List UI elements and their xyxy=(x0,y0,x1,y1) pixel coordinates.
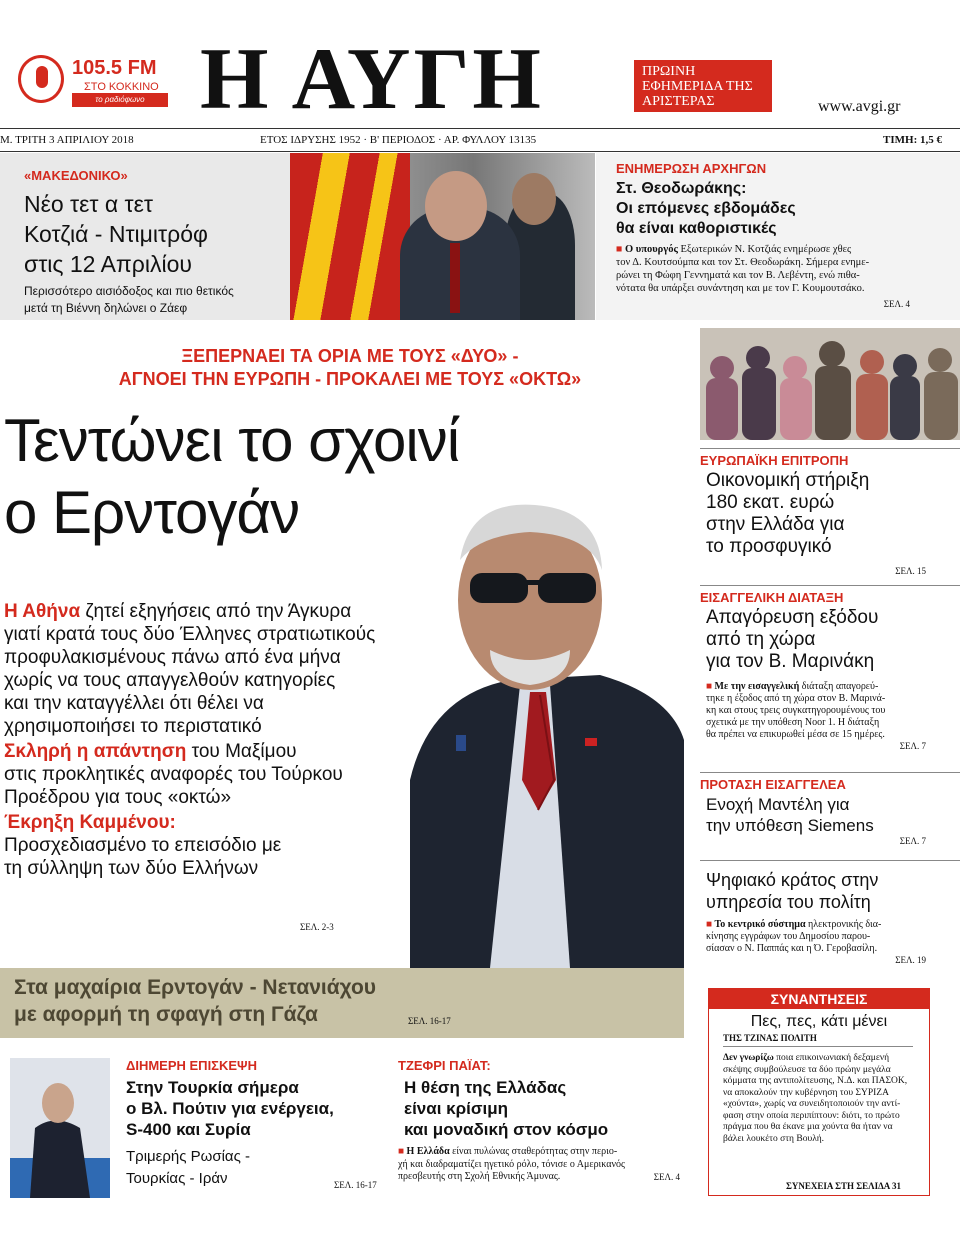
top-left-headline: Νέο τετ α τετ xyxy=(24,191,153,217)
bottom-body: χή και διαδραματίζει ηγετικό ρόλο, τόνισε ο Αμερικανός xyxy=(398,1158,625,1170)
top-right-headline: Οι επόμενες εβδομάδες xyxy=(616,200,796,217)
bottom-kicker: ΔΙΗΜΕΡΗ ΕΠΙΣΚΕΨΗ xyxy=(126,1058,257,1073)
macedonian-story[interactable] xyxy=(0,153,595,320)
right-headline: την υπόθεση Siemens xyxy=(706,816,874,835)
lead-text: χρησιμοποιήσει το περιστατικό xyxy=(4,716,262,737)
right-headline: Ενοχή Μαντέλη για xyxy=(706,795,850,814)
pyatt-story[interactable]: ΤΖΕΦΡΙ ΠΑΪΑΤ: Η θέση της Ελλάδας είναι κρίσιμη και μοναδική στον κόσμο ■ Η Ελλάδα είναι πυλώνας σταθερότητας στην περιο- χή και διαδραματίζει ηγετικό ρόλο, τόνισε ο Αμερικανός πρεσβευτής στη Σχολή Εθνικής Άμυνας. ΣΕΛ. 4 xyxy=(398,1058,688,1184)
right-kicker: ΠΡΟΤΑΣΗ ΕΙΣΑΓΓΕΛΕΑ xyxy=(700,772,960,792)
siemens-story[interactable] xyxy=(700,772,960,846)
leaders-briefing-story[interactable]: ΕΝΗΜΕΡΩΣΗ ΑΡΧΗΓΩΝ Στ. Θεοδωράκης: Οι επόμενες εβδομάδες θα είναι καθοριστικές ■ Ο υπουργός Εξωτερικών Ν. Κοτζιάς ενημέρωσε χθες τον Δ. Κουτσούμπα και τον Στ. Θεοδωράκη. Σήμερα ενημε- ρώνει τη Φώφη Γεννηματά και τον Β. Λεβέντη, ενώ πιθα- νότατα θα υπάρξει συνάντηση και με τον Γ. Κουμουτσάκο. ΣΕΛ. 4 xyxy=(596,153,960,320)
page-reference: ΣΕΛ. 19 xyxy=(895,955,926,965)
opinion-headline: Πες, πες, κάτι μένει xyxy=(750,1013,888,1030)
putin-photo xyxy=(10,1058,110,1198)
newspaper-title: Η ΑΥΓΗ xyxy=(200,31,544,128)
bottom-subhead: Τριμερής Ρωσίας - xyxy=(126,1148,250,1165)
radio-ad[interactable] xyxy=(14,55,184,118)
lead-text: χωρίς να τους απαγγελθούν κατηγορίες xyxy=(4,670,336,691)
right-kicker: ΕΥΡΩΠΑΪΚΗ ΕΠΙΤΡΟΠΗ xyxy=(700,448,960,468)
lead-text: ζητεί εξηγήσεις από την Άγκυρα xyxy=(85,601,352,622)
issue-date: Μ. ΤΡΙΤΗ 3 ΑΠΡΙΛΙΟΥ 2018 xyxy=(0,134,134,146)
bottom-headline: ο Βλ. Πούτιν για ενέργεια, xyxy=(126,1099,334,1118)
right-headline: υπηρεσία του πολίτη xyxy=(706,892,871,912)
right-lead: Το κεντρικό σύστημα xyxy=(714,919,806,930)
opinion-body: κόμματα της αντιπολίτευσης, Ν.Δ. και ΠΑΣΟΚ, xyxy=(723,1076,908,1086)
right-body: κη και στους τρεις συγκατηγορουμένους του xyxy=(706,705,886,716)
issue-info: ΕΤΟΣ ΙΔΡΥΣΗΣ 1952 · Β' ΠΕΡΙΟΔΟΣ · ΑΡ. ΦΥΛΛΟΥ 13135 xyxy=(260,134,537,146)
website-link[interactable]: www.avgi.gr xyxy=(818,98,901,115)
radio-station: ΣΤΟ ΚΟΚΚΙΝΟ xyxy=(84,81,159,93)
right-headline: 180 εκατ. ευρώ xyxy=(706,492,835,513)
lead-text: Προέδρου για τους «οκτώ» xyxy=(4,787,232,808)
top-left-kicker: «ΜΑΚΕΔΟΝΙΚΟ» xyxy=(24,168,128,183)
bottom-headline: Η θέση της Ελλάδας xyxy=(404,1078,567,1097)
opinion-body: πράγμα που θα έκανε μια χούντα θα ήταν να xyxy=(723,1122,893,1132)
lead-text: Προσχεδιασμένο το επεισόδιο με xyxy=(4,835,282,856)
opinion-kicker: ΣΥΝΑΝΤΗΣΕΙΣ xyxy=(709,989,929,1009)
digital-state-story[interactable]: Ψηφιακό κράτος στην υπηρεσία του πολίτη ■ Το κεντρικό σύστημα ηλεκτρονικής δια- κίνησης εγγράφων του Δημοσίου παρου- σίασαν ο Ν. Παππάς και η Ό. Γεροβασίλη. ΣΕΛ. 19 xyxy=(700,860,960,965)
gaza-banner[interactable] xyxy=(0,968,684,1038)
main-kicker-line: ΑΓΝΟΕΙ ΤΗΝ ΕΥΡΩΠΗ - ΠΡΟΚΑΛΕΙ ΜΕ ΤΟΥΣ «ΟΚΤΩ» xyxy=(118,369,582,389)
top-right-lead: Ο υπουργός xyxy=(624,244,678,255)
right-kicker: ΕΙΣΑΓΓΕΛΙΚΗ ΔΙΑΤΑΞΗ xyxy=(700,585,960,605)
bottom-headline: Στην Τουρκία σήμερα xyxy=(126,1078,299,1097)
bottom-headline: S-400 και Συρία xyxy=(126,1120,251,1139)
opinion-body: φαση στην οποία περιπίπτουν: διότι, το πρώτο xyxy=(723,1110,900,1121)
radio-frequency: 105.5 FM xyxy=(72,57,157,79)
bottom-kicker: ΤΖΕΦΡΙ ΠΑΪΑΤ: xyxy=(398,1058,491,1073)
top-right-kicker: ΕΝΗΜΕΡΩΣΗ ΑΡΧΗΓΩΝ xyxy=(616,161,767,176)
lead-text: και την καταγγέλλει ότι θέλει να xyxy=(4,693,264,714)
lead-text: προφυλακισμένους πάνω από ένα μήνα xyxy=(4,647,341,668)
issue-price: ΤΙΜΗ: 1,5 € xyxy=(883,134,942,146)
main-headline-line: Τεντώνει το σχοινί xyxy=(4,407,460,474)
right-lead: Με την εισαγγελική xyxy=(714,681,800,692)
continued-on-page: ΣΥΝΕΧΕΙΑ ΣΤΗ ΣΕΛΙΔΑ 31 xyxy=(785,1181,901,1191)
top-right-headline: θα είναι καθοριστικές xyxy=(616,220,777,237)
banner-headline: Στα μαχαίρια Ερντογάν - Νετανιάχου xyxy=(14,976,377,999)
bottom-lead: Η Ελλάδα xyxy=(406,1146,450,1157)
putin-story[interactable] xyxy=(126,1058,386,1190)
right-body: διάταξη απαγορεύ- xyxy=(801,681,879,692)
right-body: σίασαν ο Ν. Παππάς και η Ό. Γεροβασίλη. xyxy=(706,943,878,954)
page-reference: ΣΕΛ. 7 xyxy=(899,741,926,751)
lead-text: γιατί κρατά τους δύο Έλληνες στρατιωτικούς xyxy=(4,624,376,645)
banner-headline: με αφορμή τη σφαγή στη Γάζα xyxy=(14,1003,318,1026)
lead-highlight: Η Αθήνα xyxy=(4,601,81,622)
page-reference: ΣΕΛ. 16-17 xyxy=(334,1180,377,1190)
bottom-headline: είναι κρίσιμη xyxy=(404,1099,509,1118)
right-body: τηκε η έξοδος από τη χώρα στον Β. Μαρινά- xyxy=(706,693,886,704)
top-right-body: νότατα θα υπάρξει συνάντηση και με τον Γ. Κουμουτσάκο. xyxy=(616,283,865,294)
bottom-body: πρεσβευτής στη Σχολή Εθνικής Άμυνας. xyxy=(398,1171,561,1182)
right-headline: στην Ελλάδα για xyxy=(706,514,845,535)
opinion-body: να αποκαλούν την κυβέρνηση του ΣΥΡΙΖΑ xyxy=(723,1087,889,1098)
page-reference: ΣΕΛ. 7 xyxy=(899,836,926,846)
top-right-headline: Στ. Θεοδωράκης: xyxy=(616,180,747,197)
right-body: ηλεκτρονικής δια- xyxy=(808,919,882,930)
opinion-author: ΤΗΣ ΤΖΙΝΑΣ ΠΟΛΙΤΗ xyxy=(723,1033,913,1047)
right-headline: Οικονομική στήριξη xyxy=(706,470,870,491)
lead-text: τη σύλληψη των δύο Ελλήνων xyxy=(4,858,259,879)
main-kicker xyxy=(40,345,660,391)
page-reference: ΣΕΛ. 4 xyxy=(653,1172,680,1182)
eu-support-story[interactable] xyxy=(700,448,960,576)
right-headline: για τον Β. Μαρινάκη xyxy=(706,651,875,672)
opinion-body: βάλει λουκέτο στη Βουλή. xyxy=(723,1133,825,1144)
lead-text: του Μαξίμου xyxy=(191,741,297,762)
top-left-subhead: Περισσότερο αισιόδοξος και πιο θετικός xyxy=(24,284,234,298)
radio-slogan: το ραδιόφωνο που...ακούει! xyxy=(72,93,168,107)
refugees-photo xyxy=(700,328,960,440)
opinion-body: σκέψης συμβούλευσε τα δύο πρώην μεγάλα xyxy=(723,1064,891,1075)
top-right-body: Εξωτερικών Ν. Κοτζιάς ενημέρωσε χθες xyxy=(680,244,852,255)
right-headline: το προσφυγικό xyxy=(706,536,832,557)
top-left-headline: στις 12 Απριλίου xyxy=(24,251,192,277)
bottom-headline: και μοναδική στον κόσμο xyxy=(404,1120,609,1139)
right-body: θα πρέπει να επικυρωθεί μέσα σε 15 ημέρες. xyxy=(706,729,885,740)
dateline-bar xyxy=(0,128,960,152)
top-left-subhead: μετά τη Βιέννη δηλώνει ο Ζάεφ xyxy=(24,301,188,315)
page-reference: ΣΕΛ. 15 xyxy=(895,566,926,576)
right-headline: από τη χώρα xyxy=(706,629,816,650)
right-headline: Ψηφιακό κράτος στην xyxy=(706,870,879,890)
kotzias-photo xyxy=(290,153,595,320)
lead-text: στις προκλητικές αναφορές του Τούρκου xyxy=(4,764,343,785)
bottom-subhead: Τουρκίας - Ιράν xyxy=(126,1170,228,1187)
opinion-column[interactable] xyxy=(708,988,930,1196)
top-right-body: τον Δ. Κουτσούμπα και τον Στ. Θεοδωράκη. Σήμερα ενημε- xyxy=(616,257,870,268)
right-headline: Απαγόρευση εξόδου xyxy=(706,607,879,628)
page-reference: ΣΕΛ. 4 xyxy=(883,299,910,309)
page-reference: ΣΕΛ. 16-17 xyxy=(408,1016,451,1026)
lead-highlight: Σκληρή η απάντηση xyxy=(4,741,187,762)
opinion-body: «χούντα», χωρίς να συνειδητοποιούν την αντί- xyxy=(723,1099,901,1109)
erdogan-photo xyxy=(370,480,684,968)
right-body: σχετικά με την υπόθεση Noor 1. Η διάταξη xyxy=(706,717,880,728)
main-kicker-line: ΞΕΠΕΡΝΑΕΙ ΤΑ ΟΡΙΑ ΜΕ ΤΟΥΣ «ΔΥΟ» - xyxy=(181,346,519,366)
lead-highlight: Έκρηξη Καμμένου: xyxy=(4,812,176,833)
bottom-body: είναι πυλώνας σταθερότητας στην περιο- xyxy=(452,1146,618,1157)
page-reference: ΣΕΛ. 2-3 xyxy=(300,922,334,932)
main-headline-line: ο Ερντογάν xyxy=(4,479,300,546)
marinakis-story[interactable]: ΕΙΣΑΓΓΕΛΙΚΗ ΔΙΑΤΑΞΗ Απαγόρευση εξόδου από τη χώρα για τον Β. Μαρινάκη ■ Με την εισαγγελική διάταξη απαγορεύ- τηκε η έξοδος από τη χώρα στον Β. Μαρινά- κη και στους τρεις συγκατηγορουμένους του σχετικά με την υπόθεση Noor 1. Η διάταξη θα πρέπει να επικυρωθεί μέσα σε 15 ημέρες. ΣΕΛ. 7 xyxy=(700,585,960,751)
newspaper-tagline: ΠΡΩΙΝΗ ΕΦΗΜΕΡΙΔΑ ΤΗΣ ΑΡΙΣΤΕΡΑΣ xyxy=(634,60,772,112)
top-right-body: ρώνει τη Φώφη Γεννηματά και τον Β. Λεβέντη, ενώ πιθα- xyxy=(616,270,860,281)
opinion-lead: Δεν γνωρίζω xyxy=(723,1053,774,1063)
right-body: κίνησης εγγράφων του Δημοσίου παρου- xyxy=(706,931,871,942)
opinion-body: ποια επικοινωνιακή δεξαμενή xyxy=(776,1053,890,1063)
top-left-headline: Κοτζιά - Ντιμιτρόφ xyxy=(24,221,208,247)
microphone-icon xyxy=(18,55,64,103)
